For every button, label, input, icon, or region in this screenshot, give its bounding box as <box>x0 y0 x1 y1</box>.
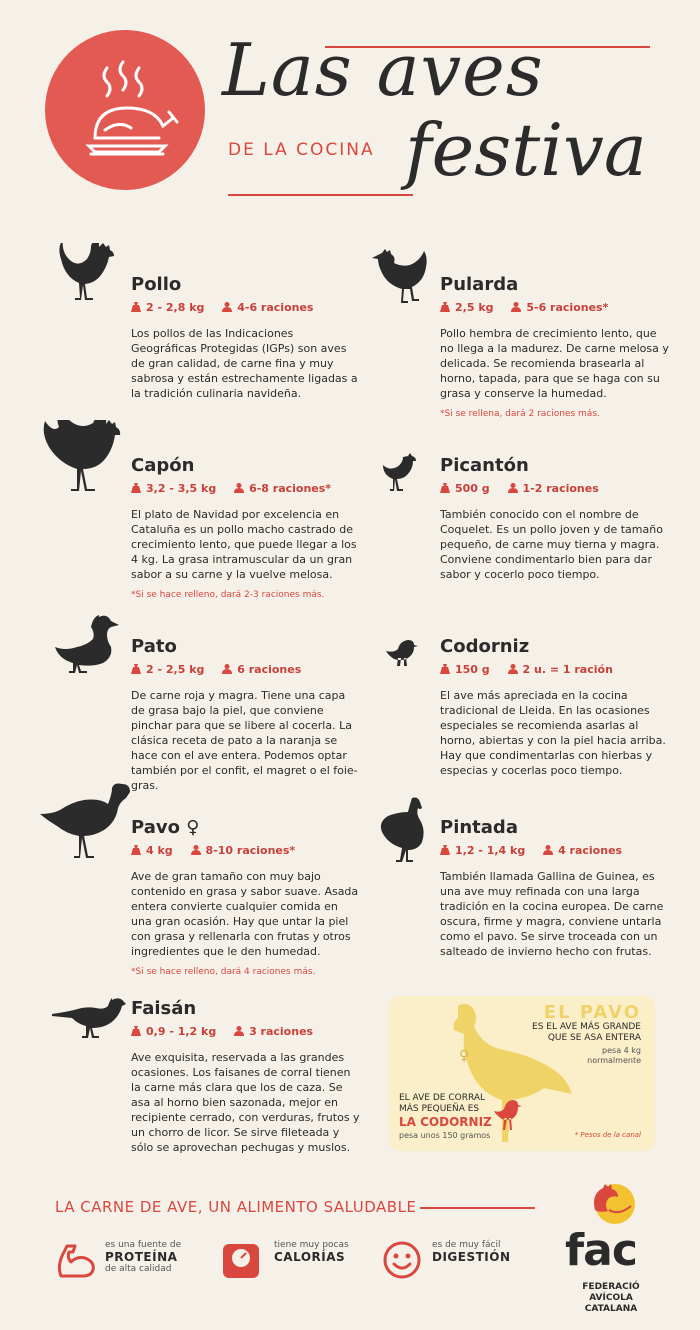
turkey-icon <box>40 782 132 862</box>
bird-portions: 6-8 raciones* <box>249 482 332 495</box>
bird-desc <box>440 326 670 422</box>
footer-item-l1: es de muy fácil <box>432 1240 501 1250</box>
bird-note: *Si se hace relleno, dará 2-3 raciones más. <box>131 590 325 600</box>
bird-name: Pato <box>131 636 177 657</box>
fac-logo-sub: FEDERACIÓ AVÍCOLA CATALANA <box>582 1282 640 1314</box>
bird-desc-text: Pollo hembra de crecimiento lento, que no llega a la madurez. De carne melosa y delicada. Se recomienda brasearla al horno, tapada, para que se haga con su grasa y conserve la humedad. <box>440 327 669 400</box>
bird-name: Picantón <box>440 455 529 476</box>
bird-desc: El ave más apreciada en la cocina tradicional de Lleida. En las ocasiones especiales se recomienda asarlas al horno, abiertas y con la piel hacia arriba. Hay que condimentarlas con hierbas y especias y cocerlas poco tiempo. <box>440 689 666 777</box>
weight-icon <box>131 483 141 493</box>
scale-icon <box>222 1240 260 1280</box>
bird-portions: 3 raciones <box>249 1025 314 1038</box>
bird-name: Pularda <box>440 274 519 295</box>
codorniz-line3: pesa unos 150 gramos <box>399 1131 491 1140</box>
quail-size-icon <box>494 1098 522 1132</box>
weight-icon <box>440 483 450 493</box>
codorniz-line2: LA CODORNIZ <box>399 1115 492 1129</box>
bird-stats <box>440 844 636 857</box>
hen-icon <box>372 247 432 309</box>
bird-weight: 2 - 2,8 kg <box>146 301 205 314</box>
duck-icon <box>55 615 121 673</box>
bird-name: Capón <box>131 455 195 476</box>
footer-item-l1: tiene muy pocas <box>274 1240 349 1250</box>
header-rule-bottom <box>228 194 413 196</box>
bird-stats <box>131 301 327 314</box>
weight-icon <box>131 664 141 674</box>
bird-portions: 4 raciones <box>558 844 623 857</box>
weight-icon <box>131 302 141 312</box>
bird-stats <box>440 301 622 314</box>
bird-weight: 150 g <box>455 663 490 676</box>
subtitle: DE LA COCINA <box>228 140 375 160</box>
bird-desc: Los pollos de las Indicaciones Geográficas Protegidas (IGPs) son aves de gran calidad, de carne fina y muy sabrosa y están estrechamente ligadas a la tradición culinaria navideña. <box>131 327 358 400</box>
bird-name: Faisán <box>131 998 197 1019</box>
footer-item-l1: es una fuente de <box>105 1240 182 1250</box>
person-icon <box>511 302 521 312</box>
person-icon <box>191 845 201 855</box>
rooster-icon <box>55 243 121 315</box>
weight-icon <box>131 1026 141 1036</box>
bird-stats <box>440 482 613 495</box>
weight-icon <box>440 664 450 674</box>
person-icon <box>222 664 232 674</box>
weight-icon <box>131 845 141 855</box>
bird-weight: 2 - 2,5 kg <box>146 663 205 676</box>
pavo-box-title: EL PAVO <box>543 1002 641 1023</box>
quail-icon <box>386 636 418 668</box>
footer-item-l2: PROTEÍNA <box>105 1250 178 1264</box>
bird-weight: 2,5 kg <box>455 301 494 314</box>
bird-portions: 2 u. = 1 ración <box>522 663 613 676</box>
person-icon <box>543 845 553 855</box>
weight-icon <box>440 845 450 855</box>
bird-desc <box>131 869 361 980</box>
bird-name: Pollo <box>131 274 182 295</box>
weight-icon <box>440 302 450 312</box>
title-line2: festiva <box>405 108 647 192</box>
title-line1: Las aves <box>222 28 544 112</box>
bird-portions: 4-6 raciones <box>237 301 314 314</box>
pavo-box-weight: pesa 4 kg normalmente <box>587 1046 641 1065</box>
bird-stats <box>131 663 315 676</box>
bird-note: *Si se rellena, dará 2 raciones más. <box>440 409 600 419</box>
person-icon <box>508 483 518 493</box>
capon-icon <box>42 420 126 500</box>
bird-desc <box>131 507 361 603</box>
bird-weight: 500 g <box>455 482 490 495</box>
bird-weight: 0,9 - 1,2 kg <box>146 1025 217 1038</box>
pavo-comparison-box <box>389 996 655 1151</box>
bird-stats <box>131 482 345 495</box>
person-icon <box>222 302 232 312</box>
bird-desc: De carne roja y magra. Tiene una capa de grasa bajo la piel, que conviene pinchar para que se libere al cocerla. La clásica receta de pato a la naranja se hace con el ave entera. Podemos optar también por el confit, el magret o el foie-gras. <box>131 689 358 792</box>
bird-stats <box>131 844 309 857</box>
bird-weight: 4 kg <box>146 844 173 857</box>
guineafowl-icon <box>378 796 428 862</box>
bird-note: *Si se hace relleno, dará 4 raciones más. <box>131 967 316 977</box>
pheasant-icon <box>52 996 126 1040</box>
picanton-icon <box>382 452 420 494</box>
smile-icon <box>382 1240 422 1280</box>
bird-desc: También llamada Gallina de Guinea, es una ave muy refinada con una larga tradición en la cocina europea. De carne oscura, firme y magra, conviene untarla como el pavo. Se sirve troceada con un salteado de invierno hecho con frutas. <box>440 870 664 958</box>
bird-portions: 5-6 raciones* <box>526 301 609 314</box>
bird-portions: 8-10 raciones* <box>205 844 296 857</box>
muscle-icon <box>55 1242 95 1280</box>
bird-stats <box>131 1025 327 1038</box>
bird-name: Pavo ♀ <box>131 817 200 838</box>
header-circle <box>45 30 205 190</box>
footer-item-l2: CALORÍAS <box>274 1250 346 1264</box>
bird-desc: También conocido con el nombre de Coquelet. Es un pollo joven y de tamaño pequeño, de carne muy tierna y magra. Conviene condimentarlo bien para dar sabor y cocerlo poco tiempo. <box>440 508 663 581</box>
footer-item-l3: de alta calidad <box>105 1264 172 1274</box>
pavo-box-note: * Pesos de la canal <box>574 1131 641 1139</box>
footer-title: LA CARNE DE AVE, UN ALIMENTO SALUDABLE <box>55 1198 417 1216</box>
person-icon <box>234 483 244 493</box>
bird-portions: 1-2 raciones <box>522 482 599 495</box>
person-icon <box>508 664 518 674</box>
pavo-box-sub: ES EL AVE MÁS GRANDE QUE SE ASA ENTERA <box>532 1022 641 1043</box>
codorniz-line1: EL AVE DE CORRAL MÁS PEQUEÑA ES <box>399 1093 486 1114</box>
bird-weight: 1,2 - 1,4 kg <box>455 844 526 857</box>
footer-item-l2: DIGESTIÓN <box>432 1250 511 1264</box>
bird-name: Codorniz <box>440 636 530 657</box>
footer-rule <box>420 1207 535 1209</box>
bird-weight: 3,2 - 3,5 kg <box>146 482 217 495</box>
roast-chicken-icon <box>45 30 205 190</box>
fac-logo-text: fac <box>565 1225 637 1276</box>
bird-portions: 6 raciones <box>237 663 302 676</box>
person-icon <box>234 1026 244 1036</box>
bird-desc-text: El plato de Navidad por excelencia en Cataluña es un pollo macho castrado de crecimiento lento, que puede llegar a los 4 kg. La grasa intramuscular da un gran sabor a su carne y la vuelve melosa. <box>131 508 357 581</box>
bird-desc: Ave exquisita, reservada a las grandes ocasiones. Los faisanes de corral tienen la carne más clara que los de caza. Se asa al horno bien sazonada, mejor en recipiente cerrado, con verduras, frutos y un chorro de licor. Se sirve fileteada y sólo se aprovechan pechugas y muslos. <box>131 1051 360 1154</box>
bird-desc-text: Ave de gran tamaño con muy bajo contenido en grasa y sabor suave. Asada entera convierte cualquier comida en una gran ocasión. Hay que untar la piel con grasa y rellenarla con frutas y otros ingredientes que le den humedad. <box>131 870 359 958</box>
bird-name: Pintada <box>440 817 518 838</box>
bird-stats <box>440 663 627 676</box>
female-symbol: ♀ <box>459 1048 470 1064</box>
